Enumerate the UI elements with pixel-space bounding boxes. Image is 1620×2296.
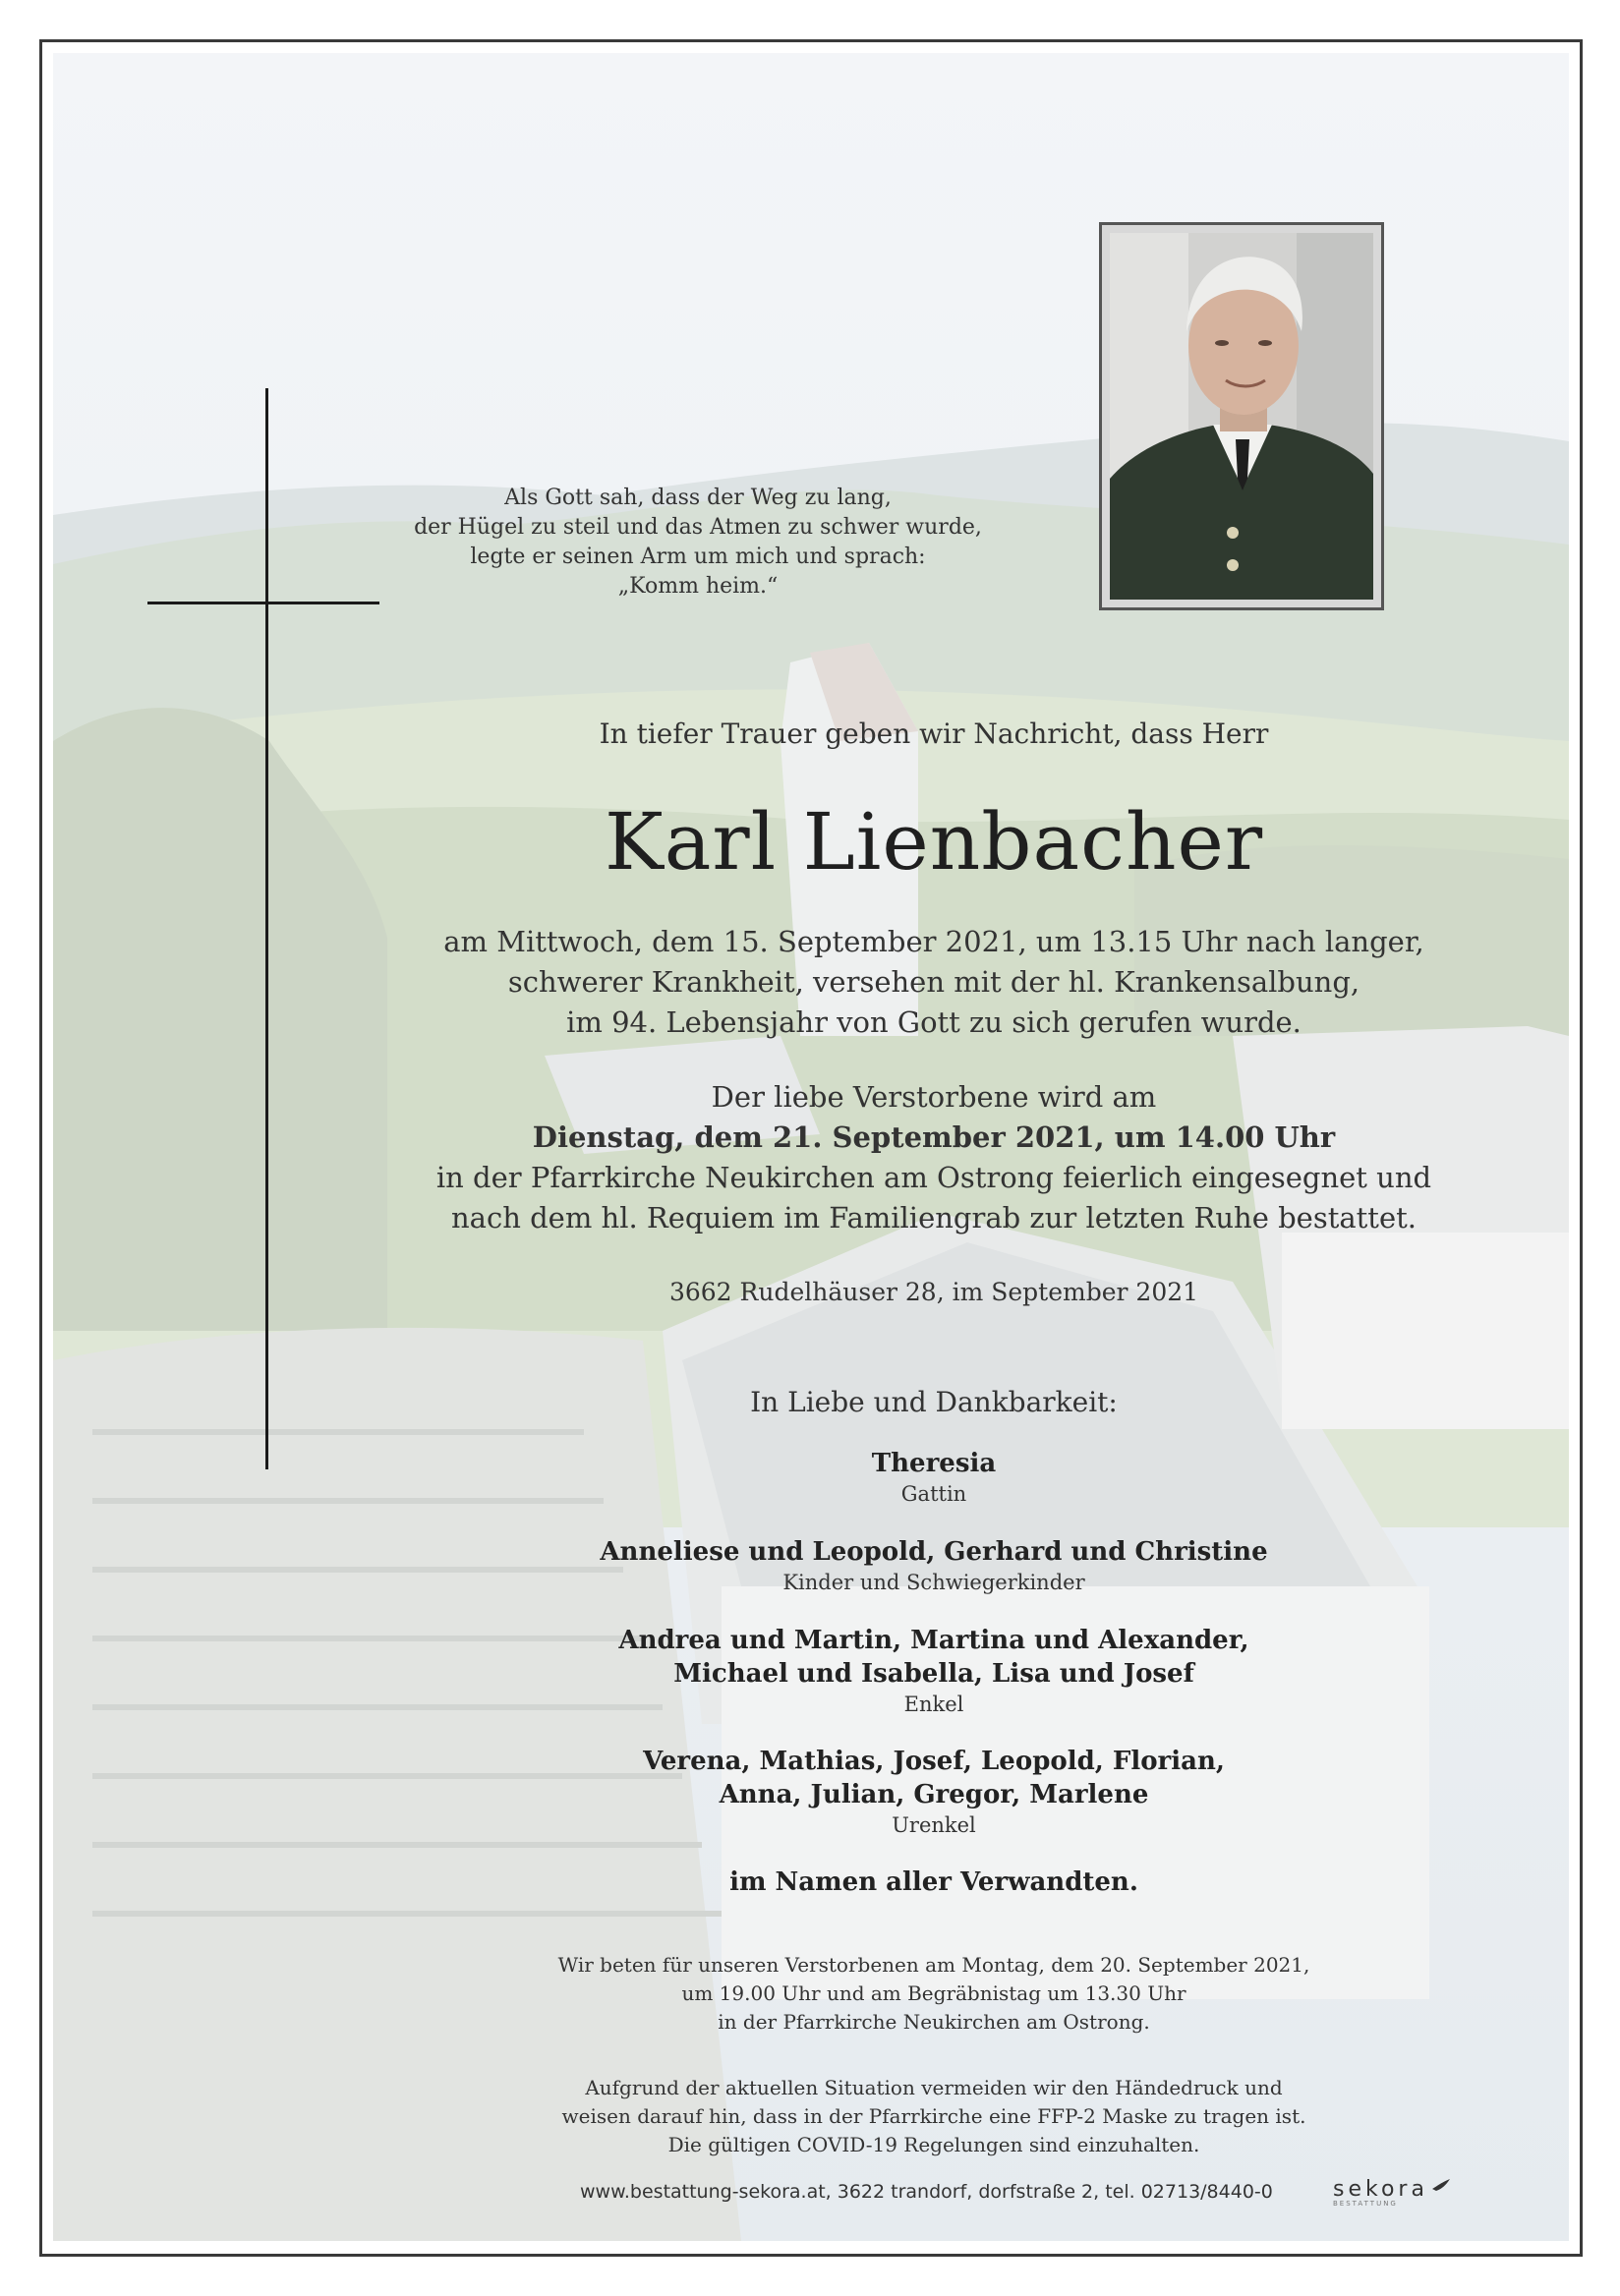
funeral-date: Dienstag, dem 21. September 2021, um 14.00 Uhr — [532, 1120, 1336, 1154]
covid-notice-line: weisen darauf hin, dass in der Pfarrkirche eine FFP-2 Maske zu tragen ist. — [561, 2104, 1306, 2128]
poem-line: legte er seinen Arm um mich und sprach: — [470, 545, 926, 569]
funeral-line: Der liebe Verstorbene wird am — [711, 1080, 1157, 1114]
death-notice-line: am Mittwoch, dem 15. September 2021, um 13.15 Uhr nach langer, — [443, 925, 1424, 958]
poem-line: „Komm heim.“ — [617, 574, 779, 599]
prayer-notice-line: in der Pfarrkirche Neukirchen am Ostrong. — [718, 2010, 1150, 2034]
family-relation: Enkel — [903, 1693, 964, 1716]
family-names: Verena, Mathias, Josef, Leopold, Florian, Anna, Julian, Gregor, Marlene — [643, 1747, 1225, 1809]
sekora-logo — [1333, 2177, 1452, 2208]
intro-text: In tiefer Trauer geben wir Nachricht, dass Herr — [599, 718, 1269, 750]
family-names: Andrea und Martin, Martina und Alexander, Michael und Isabella, Lisa und Josef — [618, 1626, 1249, 1689]
family-relation: Kinder und Schwiegerkinder — [782, 1571, 1085, 1594]
family-relation: Gattin — [900, 1482, 967, 1506]
covid-notice-line: Die gültigen COVID-19 Regelungen sind einzuhalten. — [667, 2133, 1200, 2156]
logo-text: sekora — [1333, 2177, 1428, 2202]
poem-line: Als Gott sah, dass der Weg zu lang, — [504, 486, 892, 510]
logo-subtext: BESTATTUNG — [1333, 2200, 1398, 2208]
family-group — [344, 1745, 1524, 1839]
family-group — [344, 1447, 1524, 1508]
footer-contact: www.bestattung-sekora.at, 3622 trandorf, dorfstraße 2, tel. 02713/8440-0 — [580, 2181, 1273, 2203]
bird-icon — [1430, 2177, 1452, 2195]
place-date: 3662 Rudelhäuser 28, im September 2021 — [668, 1278, 1199, 1306]
prayer-notice-line: Wir beten für unseren Verstorbenen am Montag, dem 20. September 2021, — [557, 1953, 1310, 1977]
deceased-name: Karl Lienbacher — [604, 796, 1264, 888]
family-names: Theresia — [871, 1449, 997, 1478]
funeral-line: in der Pfarrkirche Neukirchen am Ostrong feierlich eingesegnet und — [435, 1161, 1432, 1194]
closing-text: im Namen aller Verwandten. — [729, 1867, 1138, 1897]
portrait-photo — [1099, 222, 1384, 610]
cross-horizontal-bar — [147, 602, 379, 604]
death-notice-line: schwerer Krankheit, versehen mit der hl. Krankensalbung, — [507, 965, 1360, 999]
portrait-image — [1110, 233, 1373, 600]
family-group — [344, 1535, 1524, 1596]
thanks-heading: In Liebe und Dankbarkeit: — [750, 1386, 1118, 1418]
family-group — [344, 1624, 1524, 1718]
covid-notice — [344, 2074, 1524, 2159]
death-notice — [344, 922, 1524, 1043]
poem — [295, 484, 1101, 602]
prayer-notice-line: um 19.00 Uhr und am Begräbnistag um 13.30 Uhr — [681, 1981, 1186, 2005]
family-names: Anneliese und Leopold, Gerhard und Christine — [600, 1537, 1268, 1567]
covid-notice-line: Aufgrund der aktuellen Situation vermeiden wir den Händedruck und — [585, 2076, 1283, 2099]
prayer-notice — [344, 1951, 1524, 2037]
funeral-line: nach dem hl. Requiem im Familiengrab zur letzten Ruhe bestattet. — [450, 1201, 1417, 1234]
funeral-info — [344, 1077, 1524, 1238]
poem-line: der Hügel zu steil und das Atmen zu schwer wurde, — [414, 515, 982, 540]
death-notice-line: im 94. Lebensjahr von Gott zu sich gerufen wurde. — [566, 1005, 1302, 1039]
cross-vertical-bar — [265, 388, 268, 1469]
family-relation: Urenkel — [892, 1813, 976, 1837]
